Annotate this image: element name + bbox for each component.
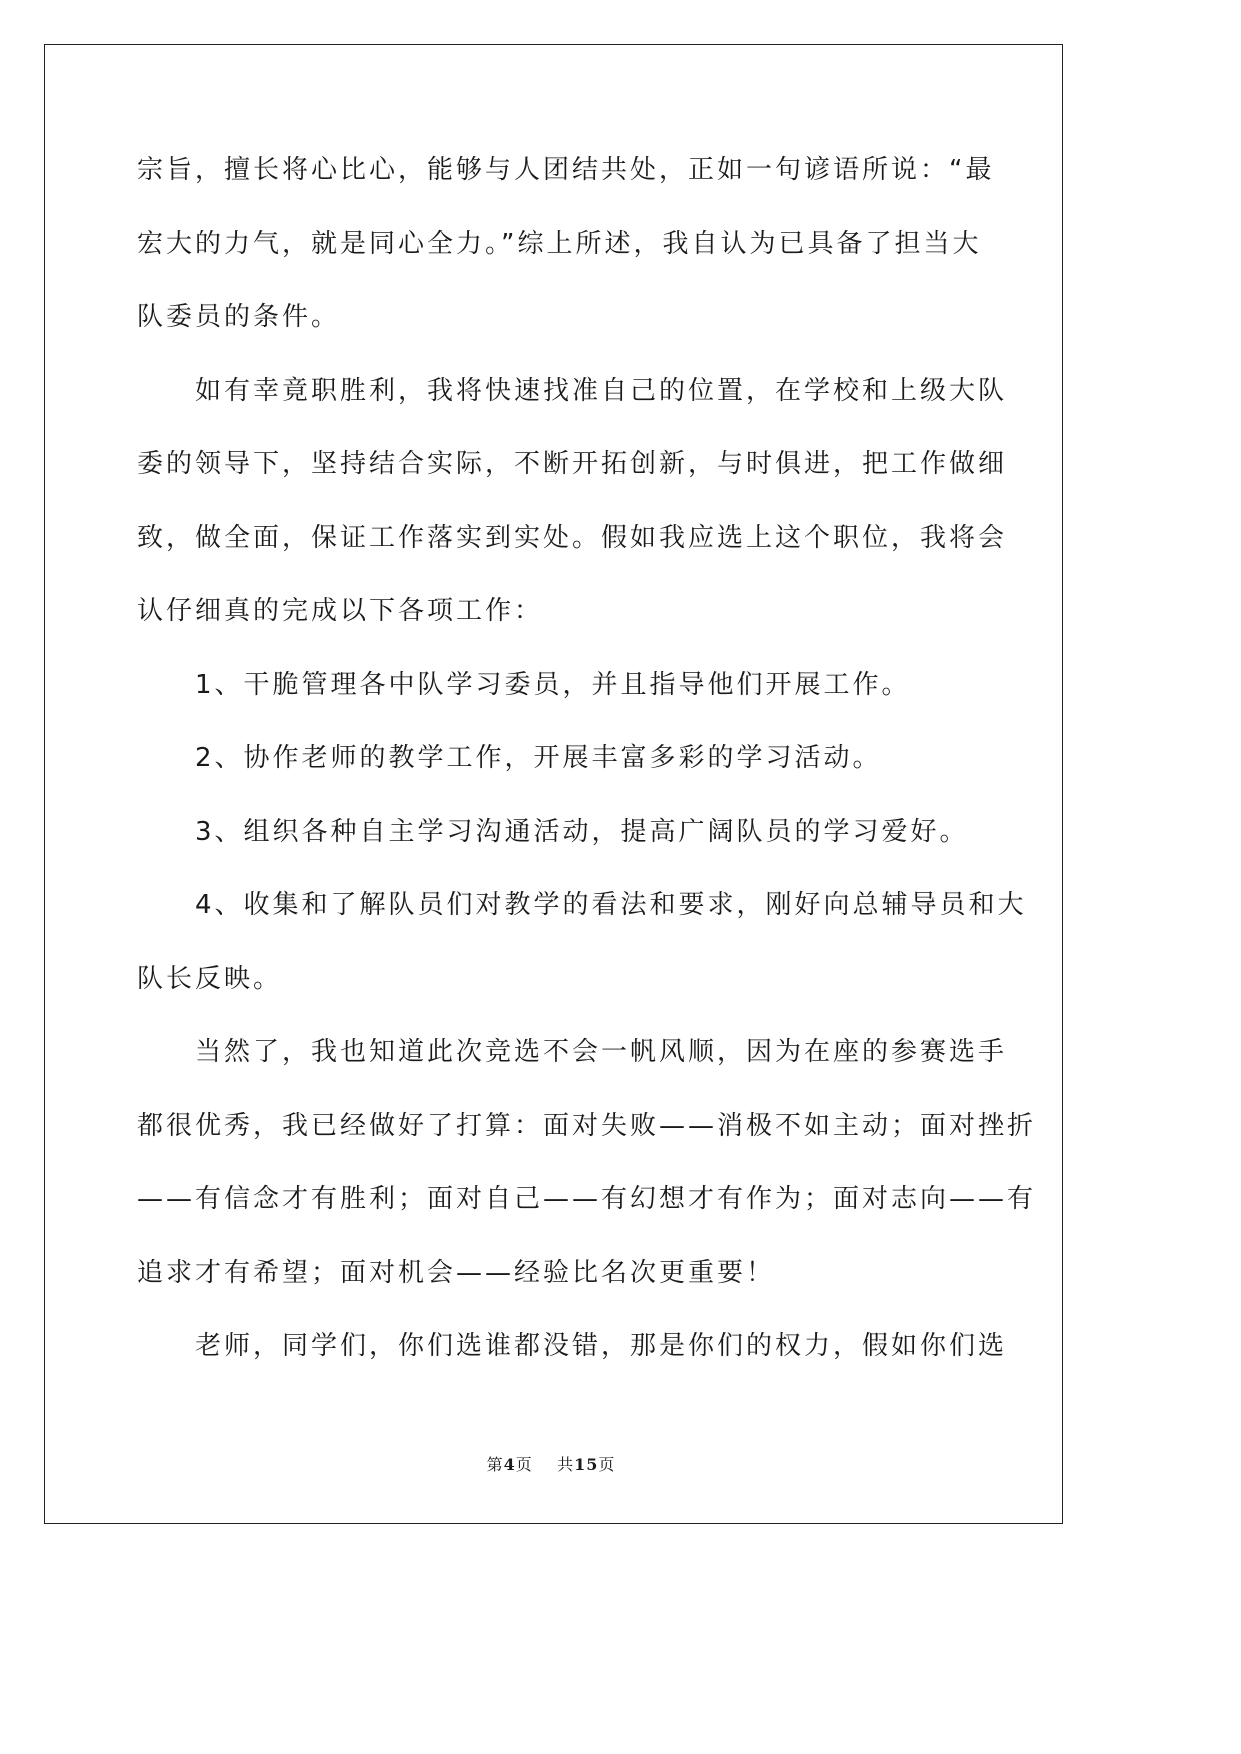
total-pages: 15 (574, 1455, 599, 1474)
page-suffix: 页 (515, 1455, 533, 1474)
text-line: 追求才有希望；面对机会——经验比名次更重要！ (137, 1257, 776, 1288)
page-footer (0, 1452, 1102, 1475)
page-number: 4 (503, 1455, 516, 1474)
text-line: 队委员的条件。 (137, 302, 341, 332)
text-line: 宗旨，擅长将心比心，能够与人团结共处，正如一句谚语所说：“最 (137, 155, 995, 185)
text-line: ——有信念才有胜利；面对自己——有幻想才有作为；面对志向——有 (137, 1184, 1037, 1214)
text-line: 老师，同学们，你们选谁都没错，那是你们的权力，假如你们选 (137, 1331, 1008, 1361)
text-line: 宏大的力气，就是同心全力。”综上所述，我自认为已具备了担当大 (137, 228, 982, 259)
total-prefix: 共 (557, 1455, 575, 1474)
text-line: 2、协作老师的教学工作，开展丰富多彩的学习活动。 (137, 743, 882, 773)
text-line: 委的领导下，坚持结合实际，不断开拓创新，与时俱进，把工作做细 (137, 449, 1008, 479)
text-line: 队长反映。 (137, 963, 283, 994)
text-line: 当然了，我也知道此次竞选不会一帆风顺，因为在座的参赛选手 (137, 1037, 1008, 1067)
text-line: 4、收集和了解队员们对教学的看法和要求，刚好向总辅导员和大 (137, 890, 1027, 920)
text-line: 致，做全面，保证工作落实到实处。假如我应选上这个职位，我将会 (137, 522, 1008, 553)
text-line: 3、组织各种自主学习沟通活动，提高广阔队员的学习爱好。 (137, 816, 969, 847)
total-suffix: 页 (598, 1455, 616, 1474)
text-line: 如有幸竟职胜利，我将快速找准自己的位置，在学校和上级大队 (137, 375, 1008, 406)
text-line: 都很优秀，我已经做好了打算：面对失败——消极不如主动；面对挫折 (137, 1110, 1037, 1141)
text-line: 认仔细真的完成以下各项工作： (137, 596, 544, 626)
page-prefix: 第 (486, 1455, 504, 1474)
document-body (137, 143, 1037, 1393)
text-line: 1、干脆管理各中队学习委员，并且指导他们开展工作。 (137, 669, 911, 700)
